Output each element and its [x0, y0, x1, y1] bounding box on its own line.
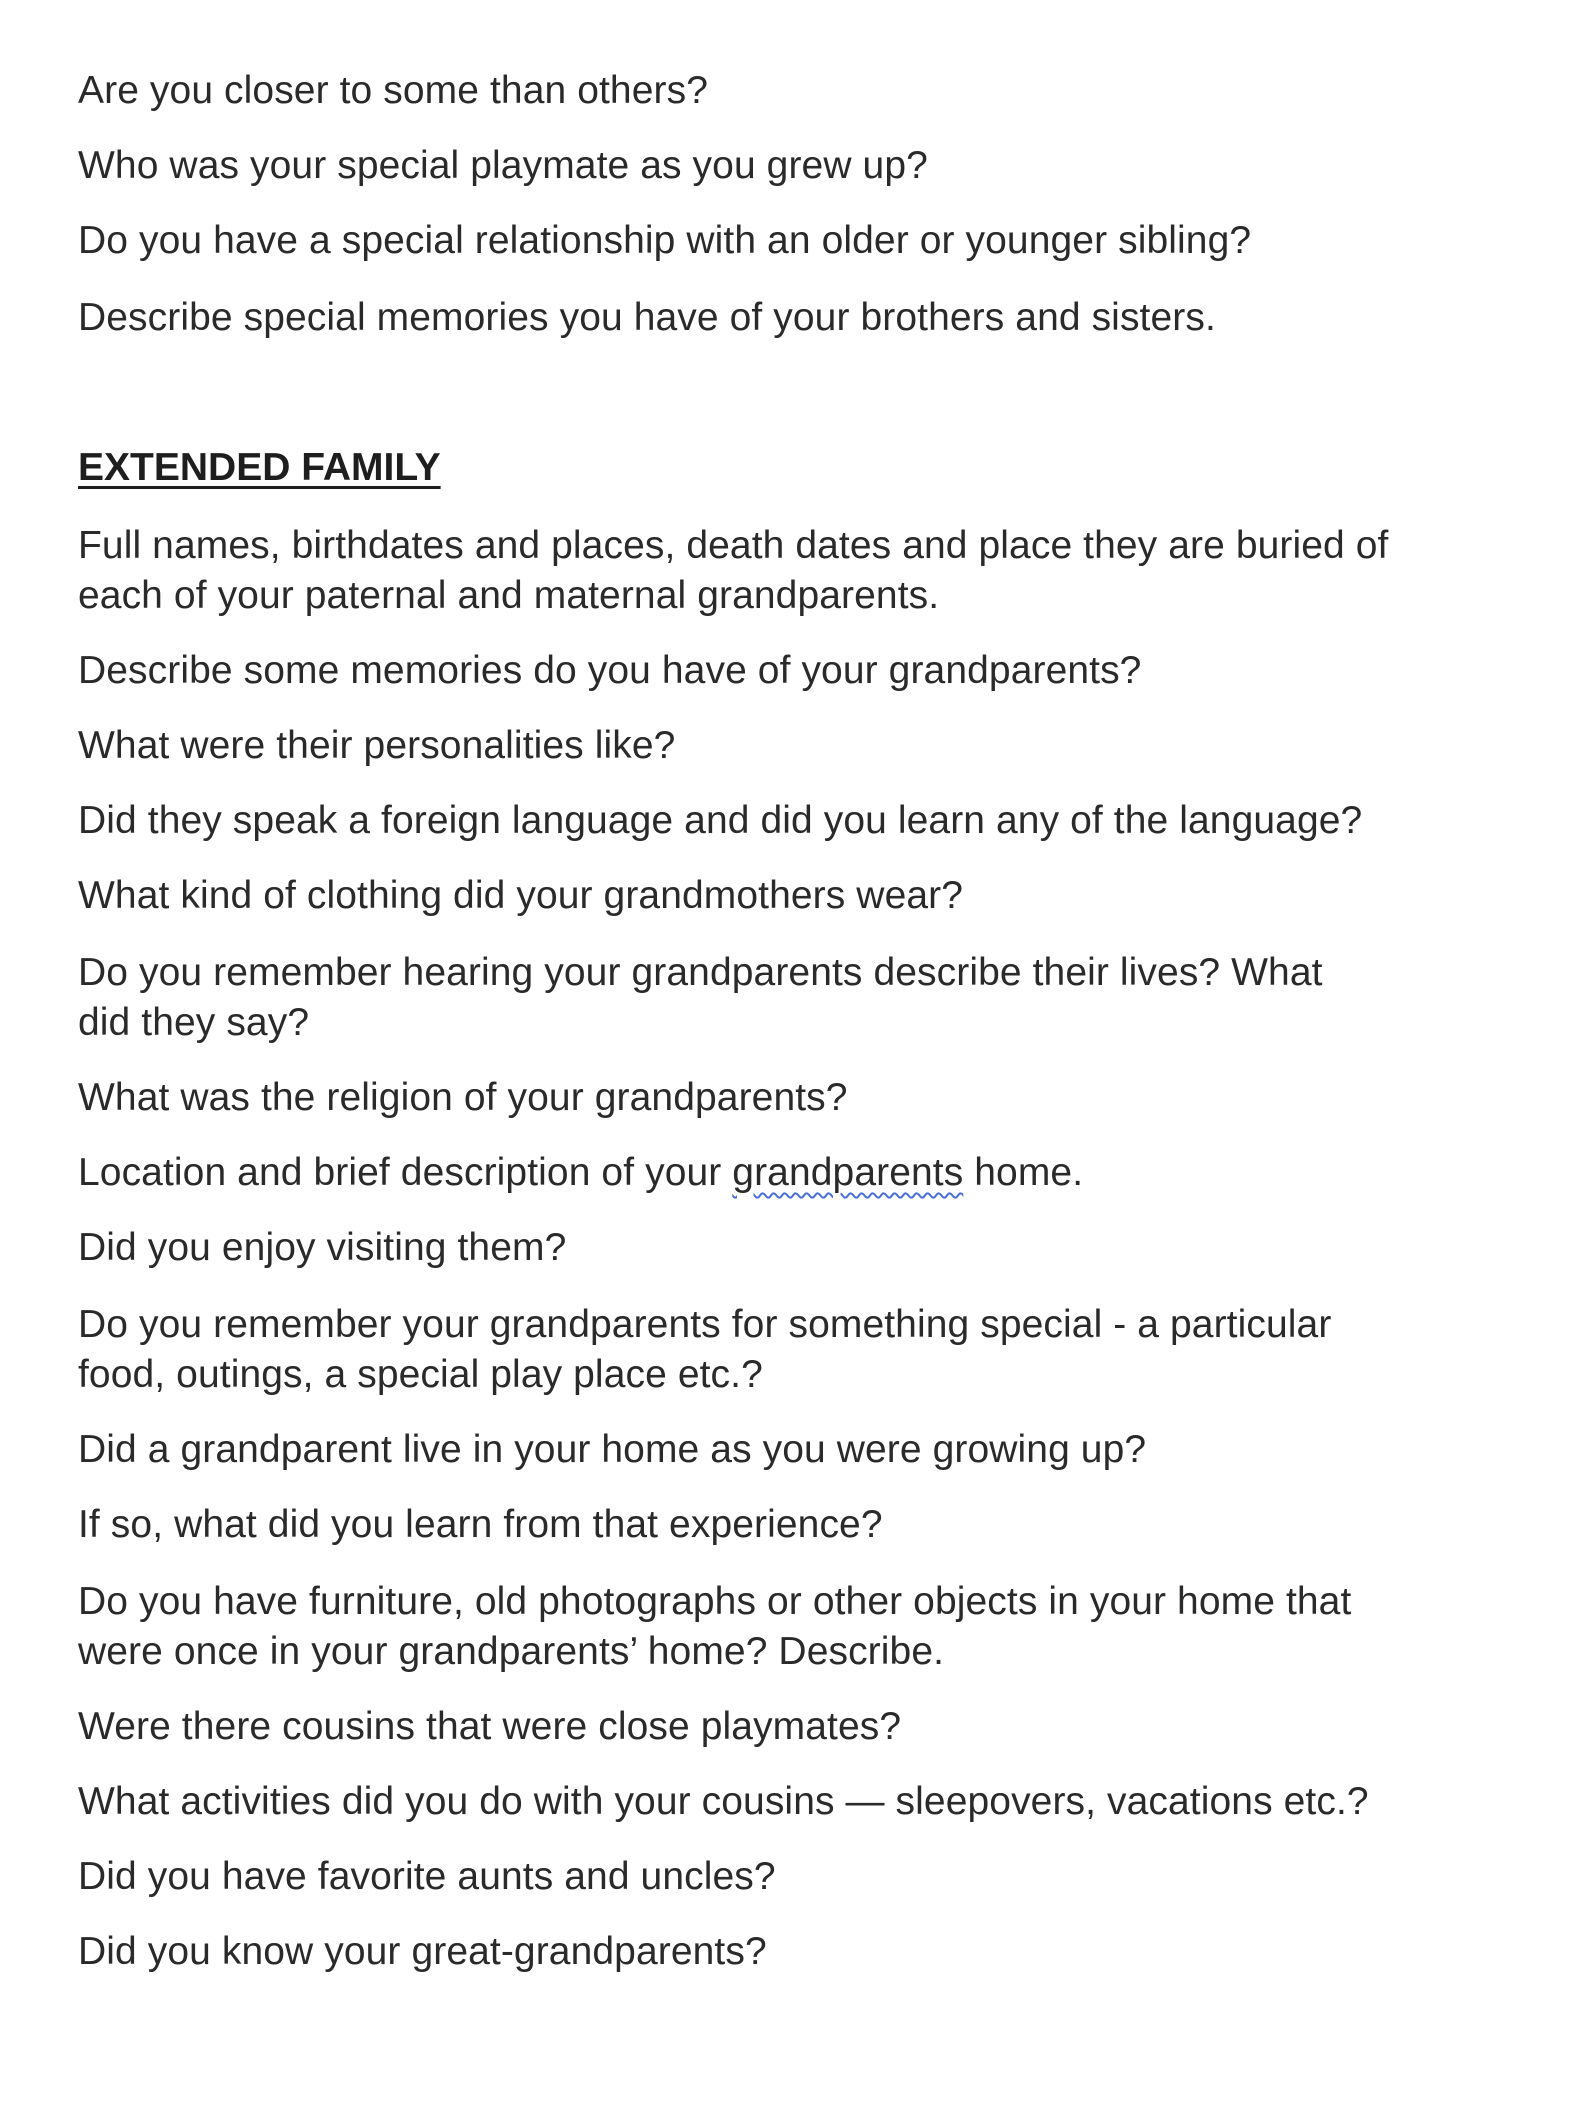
question-grandparent-memories: Describe some memories do you have of your grandparents?	[78, 649, 1142, 692]
question-cousin-activities: What activities did you do with your cousins — sleepovers, vacations etc.?	[78, 1780, 1369, 1823]
question-enjoy-visiting: Did you enjoy visiting them?	[78, 1226, 567, 1269]
question-grandparent-lived-home: Did a grandparent live in your home as you were growing up?	[78, 1428, 1147, 1471]
question-furniture-objects-line-1: Do you have furniture, old photographs or other objects in your home that	[78, 1580, 1352, 1623]
question-grandparent-names-line-1: Full names, birthdates and places, death dates and place they are buried of	[78, 524, 1389, 567]
question-grandparents-lives-line-2: did they say?	[78, 1001, 310, 1044]
section-heading-extended-family: EXTENDED FAMILY	[78, 446, 441, 489]
question-grandparents-home-text: Location and brief description of your	[78, 1151, 733, 1194]
question-furniture-objects-line-2: were once in your grandparents’ home? Describe.	[78, 1630, 945, 1673]
question-learn-experience: If so, what did you learn from that experience?	[78, 1503, 883, 1546]
question-cousin-playmates: Were there cousins that were close playmates?	[78, 1705, 902, 1748]
question-foreign-language: Did they speak a foreign language and did you learn any of the language?	[78, 799, 1363, 842]
question-grandparents-home	[78, 1148, 1478, 1198]
question-grandparents-home-end: home.	[963, 1151, 1084, 1194]
question-sibling-relationship: Do you have a special relationship with an older or younger sibling?	[78, 219, 1252, 262]
question-great-grandparents: Did you know your great-grandparents?	[78, 1930, 767, 1973]
question-religion: What was the religion of your grandparents?	[78, 1076, 848, 1119]
question-aunts-uncles: Did you have favorite aunts and uncles?	[78, 1855, 776, 1898]
question-remember-special-line-1: Do you remember your grandparents for something special - a particular	[78, 1303, 1332, 1346]
question-clothing: What kind of clothing did your grandmothers wear?	[78, 874, 964, 917]
question-remember-special-line-2: food, outings, a special play place etc.?	[78, 1353, 763, 1396]
question-closer-to-some: Are you closer to some than others?	[78, 69, 708, 112]
question-personalities: What were their personalities like?	[78, 724, 676, 767]
question-grandparents-lives-line-1: Do you remember hearing your grandparents describe their lives? What	[78, 951, 1323, 994]
question-grandparent-names-line-2: each of your paternal and maternal grandparents.	[78, 574, 940, 617]
question-special-playmate: Who was your special playmate as you grew up?	[78, 144, 928, 187]
question-sibling-memories: Describe special memories you have of your brothers and sisters.	[78, 296, 1216, 339]
spellcheck-flagged-word[interactable]: grandparents	[732, 1151, 964, 1194]
